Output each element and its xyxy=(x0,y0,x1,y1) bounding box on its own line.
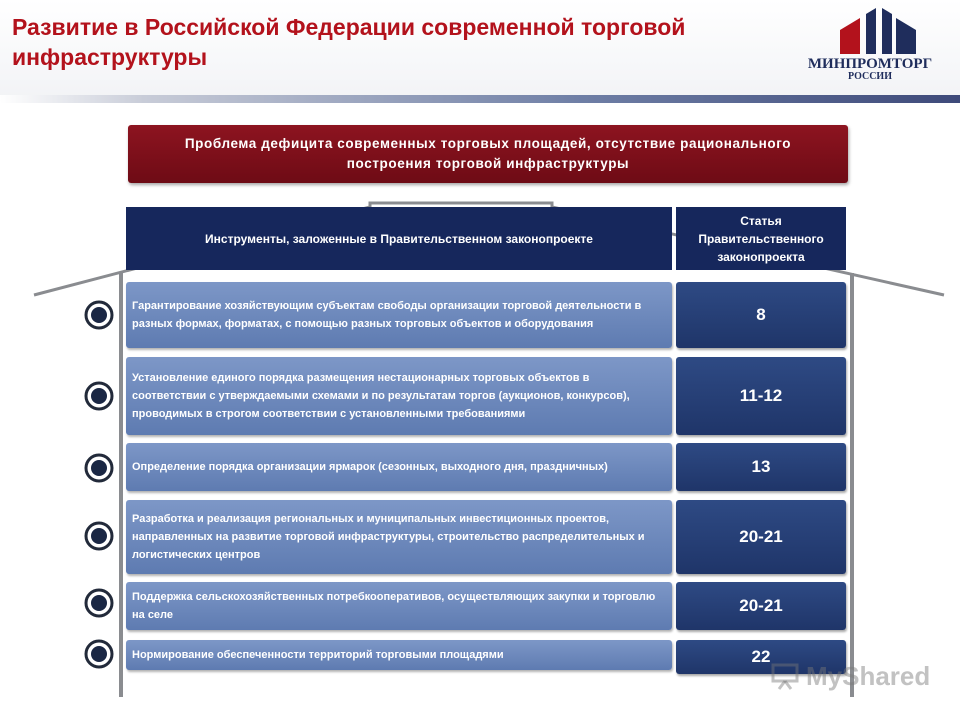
ministry-logo-icon xyxy=(838,8,918,54)
watermark-text: MyShared xyxy=(806,660,931,691)
problem-banner: Проблема дефицита современных торговых площадей, отсутствие рационального построения торговой инфраструктуры xyxy=(128,125,848,183)
instrument-text: Гарантирование хозяйствующим субъектам свободы организации торговой деятельности в разных формах, форматах, с помощью разных торговых объектов и оборудования xyxy=(132,300,642,330)
article-cell-3: 13 xyxy=(676,443,846,491)
instrument-row-3 xyxy=(126,443,672,491)
watermark xyxy=(770,656,940,696)
instrument-row-4 xyxy=(126,500,672,574)
target-bullet-icon xyxy=(84,639,114,669)
instrument-row-1 xyxy=(126,282,672,348)
instrument-text: Нормирование обеспеченности территорий торговыми площадями xyxy=(132,649,504,661)
target-bullet-icon xyxy=(84,588,114,618)
article-cell-5: 20-21 xyxy=(676,582,846,630)
page-title: Развитие в Российской Федерации современной торговой инфраструктуры xyxy=(12,14,686,70)
article-cell-2: 11-12 xyxy=(676,357,846,435)
target-bullet-icon xyxy=(84,521,114,551)
logo-sub: РОССИИ xyxy=(848,71,892,82)
article-cell-4: 20-21 xyxy=(676,500,846,574)
slideshow-icon xyxy=(770,661,800,691)
instruments-column-header: Инструменты, заложенные в Правительственном законопроекте xyxy=(126,207,672,270)
instrument-text: Разработка и реализация региональных и муниципальных инвестиционных проектов, направленных на развитие торговой инфраструктуры, строительство распределительных и логистических центров xyxy=(132,513,645,561)
header-divider xyxy=(0,95,960,103)
article-column-header: Статья Правительственного законопроекта xyxy=(676,207,846,270)
article-cell-1: 8 xyxy=(676,282,846,348)
target-bullet-icon xyxy=(84,381,114,411)
instrument-text: Определение порядка организации ярмарок (сезонных, выходного дня, праздничных) xyxy=(132,461,608,473)
target-bullet-icon xyxy=(84,300,114,330)
target-bullet-icon xyxy=(84,453,114,483)
instrument-row-6 xyxy=(126,640,672,670)
article-cell-6: 22 xyxy=(676,640,846,674)
instrument-text: Установление единого порядка размещения нестационарных торговых объектов в соответствии с утверждаемыми схемами и по результатам торгов (аукционов, конкурсов), проводимых в строгом соответствии с установленными требованиями xyxy=(132,372,630,420)
ministry-logo-text xyxy=(795,56,945,82)
header xyxy=(0,0,960,100)
instrument-row-5 xyxy=(126,582,672,630)
instrument-text: Поддержка сельскохозяйственных потребкооперативов, осуществляющих закупки и торговлю на селе xyxy=(132,591,656,621)
instrument-row-2 xyxy=(126,357,672,435)
logo-name: МИНПРОМТОРГ xyxy=(807,56,933,72)
